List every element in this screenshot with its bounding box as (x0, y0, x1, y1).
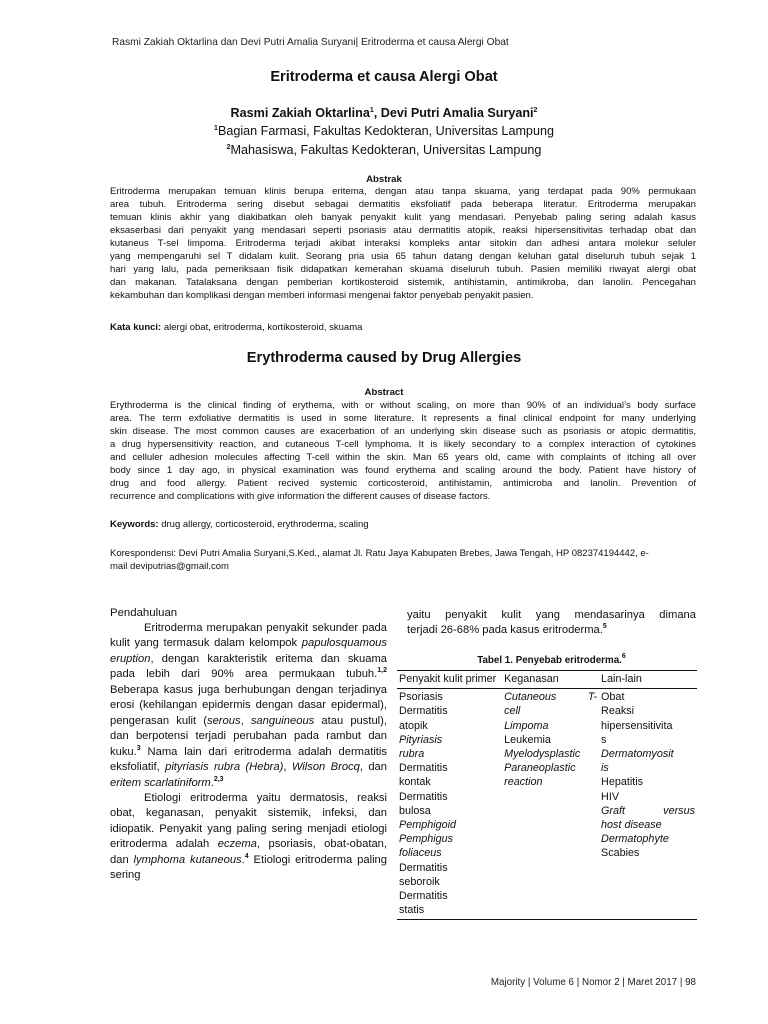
abstrak-line-2: area tubuh. Eritroderma sering disebut sebagai dermatitis eksfoliatif pada beberapa literatur. Eritroderma merupakan (110, 198, 696, 210)
affiliation-1 (0, 124, 768, 138)
article-title-indonesian: Eritroderma et causa Alergi Obat (270, 69, 498, 85)
abstract-line-6: body since 1 day ago, in physical examination was found erythema and scaling around the body. Patient have history of (110, 464, 696, 476)
affiliation-2 (0, 143, 768, 157)
table-cell-line: Reaksi (601, 705, 635, 718)
table-cell-line: is (601, 762, 609, 775)
table-header-others: Lain-lain (599, 671, 697, 689)
table-cell-line: Dermatitis (399, 890, 448, 903)
body-paragraph-2: Etiologi eritroderma yaitu dermatosis, reaksi obat, keganasan, penyakit sistemik, infeksi, dan idiopatik. Penyakit yang paling sering menjadi etiologi eritroderma adalah eczema, psoriasis, obat-obatan, dan lymphoma kutaneous.$^4$ Etiologi eritroderma paling sering (110, 791, 388, 882)
abstrak-line-4: eksaserbasi dari penyakit yang mendasari seperti psoriasis atau dermatitis atopik, reaksi hipersensitivitas terhadap obat dan (110, 224, 696, 236)
table-cell-line: statis (399, 904, 425, 917)
right-intro-line-1: yaitu penyakit kulit yang mendasarinya dimana (407, 609, 696, 621)
table-cell-line: Dermatophyte (601, 833, 669, 846)
abstract-line-1: Erythroderma is the clinical finding of erythema, with or without scaling, on more than 90% of an individual’s body surface (110, 400, 696, 411)
abstrak-line-5: kutaneus T-sel limpoma. Eritroderma terjadi akibat interaksi kompleks antar sitokin dan adhesi antara molekur seluler (110, 237, 696, 249)
table-cell-line: Myelodysplastic (504, 748, 581, 761)
abstract-line-5: and celluler adhesion molecules affecting T-cell within the skin. Man 65 years old, came with complaints of itching all over (110, 451, 696, 463)
abstract-line-3: skin disease. The most common causes are exacerbation of an underlying skin disease such as psoriasis or atopic dermatitis, (110, 425, 696, 437)
table-cell-line: Dermatitis (399, 705, 448, 718)
abstrak-line-3: temuan klinis akhir yang diakibatkan oleh banyak penyakit kulit yang mendasari. Penyebab paling sering adalah kasus (110, 211, 696, 223)
table-cell-line: Dermatomyosit (601, 748, 674, 761)
abstrak-line-7: hari yang lalu, pada pemeriksaan fisik didapatkan kemerahan skuama diseluruh tubuh. Pasien memiliki riwayat alergi obat (110, 263, 696, 275)
table-cell-line: bulosa (399, 804, 431, 817)
affiliation-2-text: Mahasiswa, Fakultas Kedokteran, Universitas Lampung (230, 143, 542, 157)
table-cell-primary (397, 689, 502, 920)
table-cell-line: HIV (601, 790, 620, 803)
abstrak-body (110, 186, 696, 303)
table-caption-sup: 6 (621, 653, 626, 660)
kata-kunci (110, 322, 710, 333)
table-caption (407, 655, 696, 666)
correspondence-line-2: mail deviputrias@gmail.com (110, 561, 229, 572)
table-cell-line: Scabies (601, 847, 640, 860)
author-2: Devi Putri Amalia Suryani (380, 106, 534, 120)
table-cell-line: hipersensitivita (601, 719, 673, 732)
keywords-label: Keywords: (110, 519, 159, 530)
table-cell-others (599, 689, 697, 920)
kata-kunci-values: alergi obat, eritroderma, kortikosteroid, skuama (161, 322, 363, 333)
abstrak-line-6: yang mempengaruhi sel T didalam kulit. Seorang pria usia 65 tahun datang dengan keluhan gatal diseluruh tubuh sejak 1 (110, 250, 696, 262)
table-cell-line: Dermatitis (399, 762, 448, 775)
body-right-column (407, 608, 696, 639)
body-left-column (110, 605, 387, 884)
article-title-english: Erythroderma caused by Drug Allergies (246, 350, 522, 366)
table-header-primary-skin-disease: Penyakit kulit primer (397, 671, 502, 689)
table-cell-line: Dermatitis (399, 790, 448, 803)
body-paragraph-1: Eritroderma merupakan penyakit sekunder pada kulit yang termasuk dalam kelompok papulosquamous eruption, dengan karakteristik eritema dan skuama pada lebih dari 90% area permukaan tubuh.$^{1,2}$ Beberapa kasus juga berhubungan dengan terjadinya erosi (kehilangan epidermis dengan dasar epidermal), pengerasan kulit (serous, sanguineous atau pustul), dan berpotensi terjadi perubahan pada rambut dan kuku.$^3$ Nama lain dari eritroderma adalah dermatitis eksfoliatif, pityriasis rubra (Hebra), Wilson Brocq, dan eritem scarlatiniform.$^{2,3}$ (110, 622, 388, 789)
table-cell-line: seboroik (399, 875, 440, 888)
keywords-values: drug allergy, corticosteroid, erythroderma, scaling (158, 519, 369, 530)
table-cell-line: Leukemia (504, 733, 551, 746)
table-cell-line: Limpoma (504, 719, 549, 732)
table-header-malignancy: Keganasan (502, 671, 599, 689)
table-cell-line: reaction (504, 776, 543, 789)
abstract-line-4: a drug hypersensitivity reaction, and cutaneous T-cell lymphoma. It is likely secondary to a complex interaction of cytokines (110, 438, 696, 450)
abstrak-line-9: kekambuhan dan komplikasi dengan memberi informasi mengenai faktor penyebab penyakit pasien. (110, 289, 534, 301)
table-cell-line: Hepatitis (601, 776, 644, 789)
table-caption-text: Tabel 1. Penyebab eritroderma. (477, 655, 622, 666)
correspondence (110, 547, 700, 573)
abstract-body (110, 400, 696, 504)
table-row (397, 689, 697, 920)
table-cell-line: Pityriasis (399, 733, 443, 746)
table-cell-line: foliaceus (399, 847, 442, 860)
table-cell-line: Dermatitis (399, 861, 448, 874)
table-cell-line: kontak (399, 776, 431, 789)
table-cell-line: Pemphigus (399, 833, 454, 846)
kata-kunci-label: Kata kunci: (110, 322, 162, 333)
table-cell-line: rubra (399, 748, 425, 761)
table-cell-line: Psoriasis (399, 691, 443, 704)
correspondence-line-1: Korespondensi: Devi Putri Amalia Suryani,S.Ked., alamat Jl. Ratu Jaya Kabupaten Brebes, Jawa Tengah, HP 082374194442, e- (110, 548, 649, 559)
author-line (0, 106, 768, 120)
keywords (110, 519, 710, 530)
causes-table (397, 670, 697, 920)
table-cell-line: Cutaneous T- (504, 691, 598, 704)
abstrak-heading: Abstrak (366, 174, 402, 185)
abstrak-line-8: dan makanan. Tatalaksana dengan pemberian kortikosteroid sistemik, antihistamin, antimikroba, dan lanolin. Pencegahan (110, 276, 696, 288)
affiliation-1-sup: 1 (214, 125, 218, 132)
author-2-sup: 2 (533, 107, 538, 114)
table-cell-line: s (601, 733, 607, 746)
table-cell-line: host disease (601, 819, 662, 832)
right-intro-line-2 (407, 623, 696, 638)
section-heading-pendahuluan: Pendahuluan (110, 607, 178, 619)
right-intro-line-2-text: terjadi 26-68% pada kasus eritroderma. (407, 624, 603, 637)
table-cell-line: Obat (601, 691, 625, 704)
abstract-line-7: drug and food allergy. Patient recived systemic corticosteroid, antihistamin, antimicroba and lanolin. Prevention of (110, 477, 696, 489)
author-1-sup: 1 (369, 107, 374, 114)
table-cell-malignancy (502, 689, 599, 920)
right-intro-sup: 5 (602, 623, 607, 631)
abstract-heading: Abstract (364, 387, 404, 398)
page-footer: Majority | Volume 6 | Nomor 2 | Maret 2017 | 98 (490, 977, 696, 988)
table-cell-line: Graft versus (601, 804, 695, 817)
table-cell-line: cell (504, 705, 521, 718)
affiliation-2-sup: 2 (226, 144, 231, 151)
abstract-line-2: area. The term exfoliative dermatitis is used in some literature. It represents a final clinical endpoint for many underlying (110, 412, 696, 424)
author-separator: , (373, 106, 381, 120)
table-cell-line: Pemphigoid (399, 819, 457, 832)
table-cell-line: Paraneoplastic (504, 762, 576, 775)
abstrak-line-1: Eritroderma merupakan temuan klinis berupa eritema, dengan atau tanpa skuama, yang terdapat pada 90% permukaan (110, 186, 696, 197)
table-header-row (397, 671, 697, 689)
author-1: Rasmi Zakiah Oktarlina (230, 106, 370, 120)
running-head: Rasmi Zakiah Oktarlina dan Devi Putri Amalia Suryani| Eritroderma et causa Alergi Obat (112, 37, 509, 48)
affiliation-1-text: Bagian Farmasi, Fakultas Kedokteran, Universitas Lampung (217, 124, 554, 138)
table-cell-line: atopik (399, 719, 428, 732)
abstract-line-8: recurrence and complications with give information the different causes of disease factors. (110, 490, 491, 502)
